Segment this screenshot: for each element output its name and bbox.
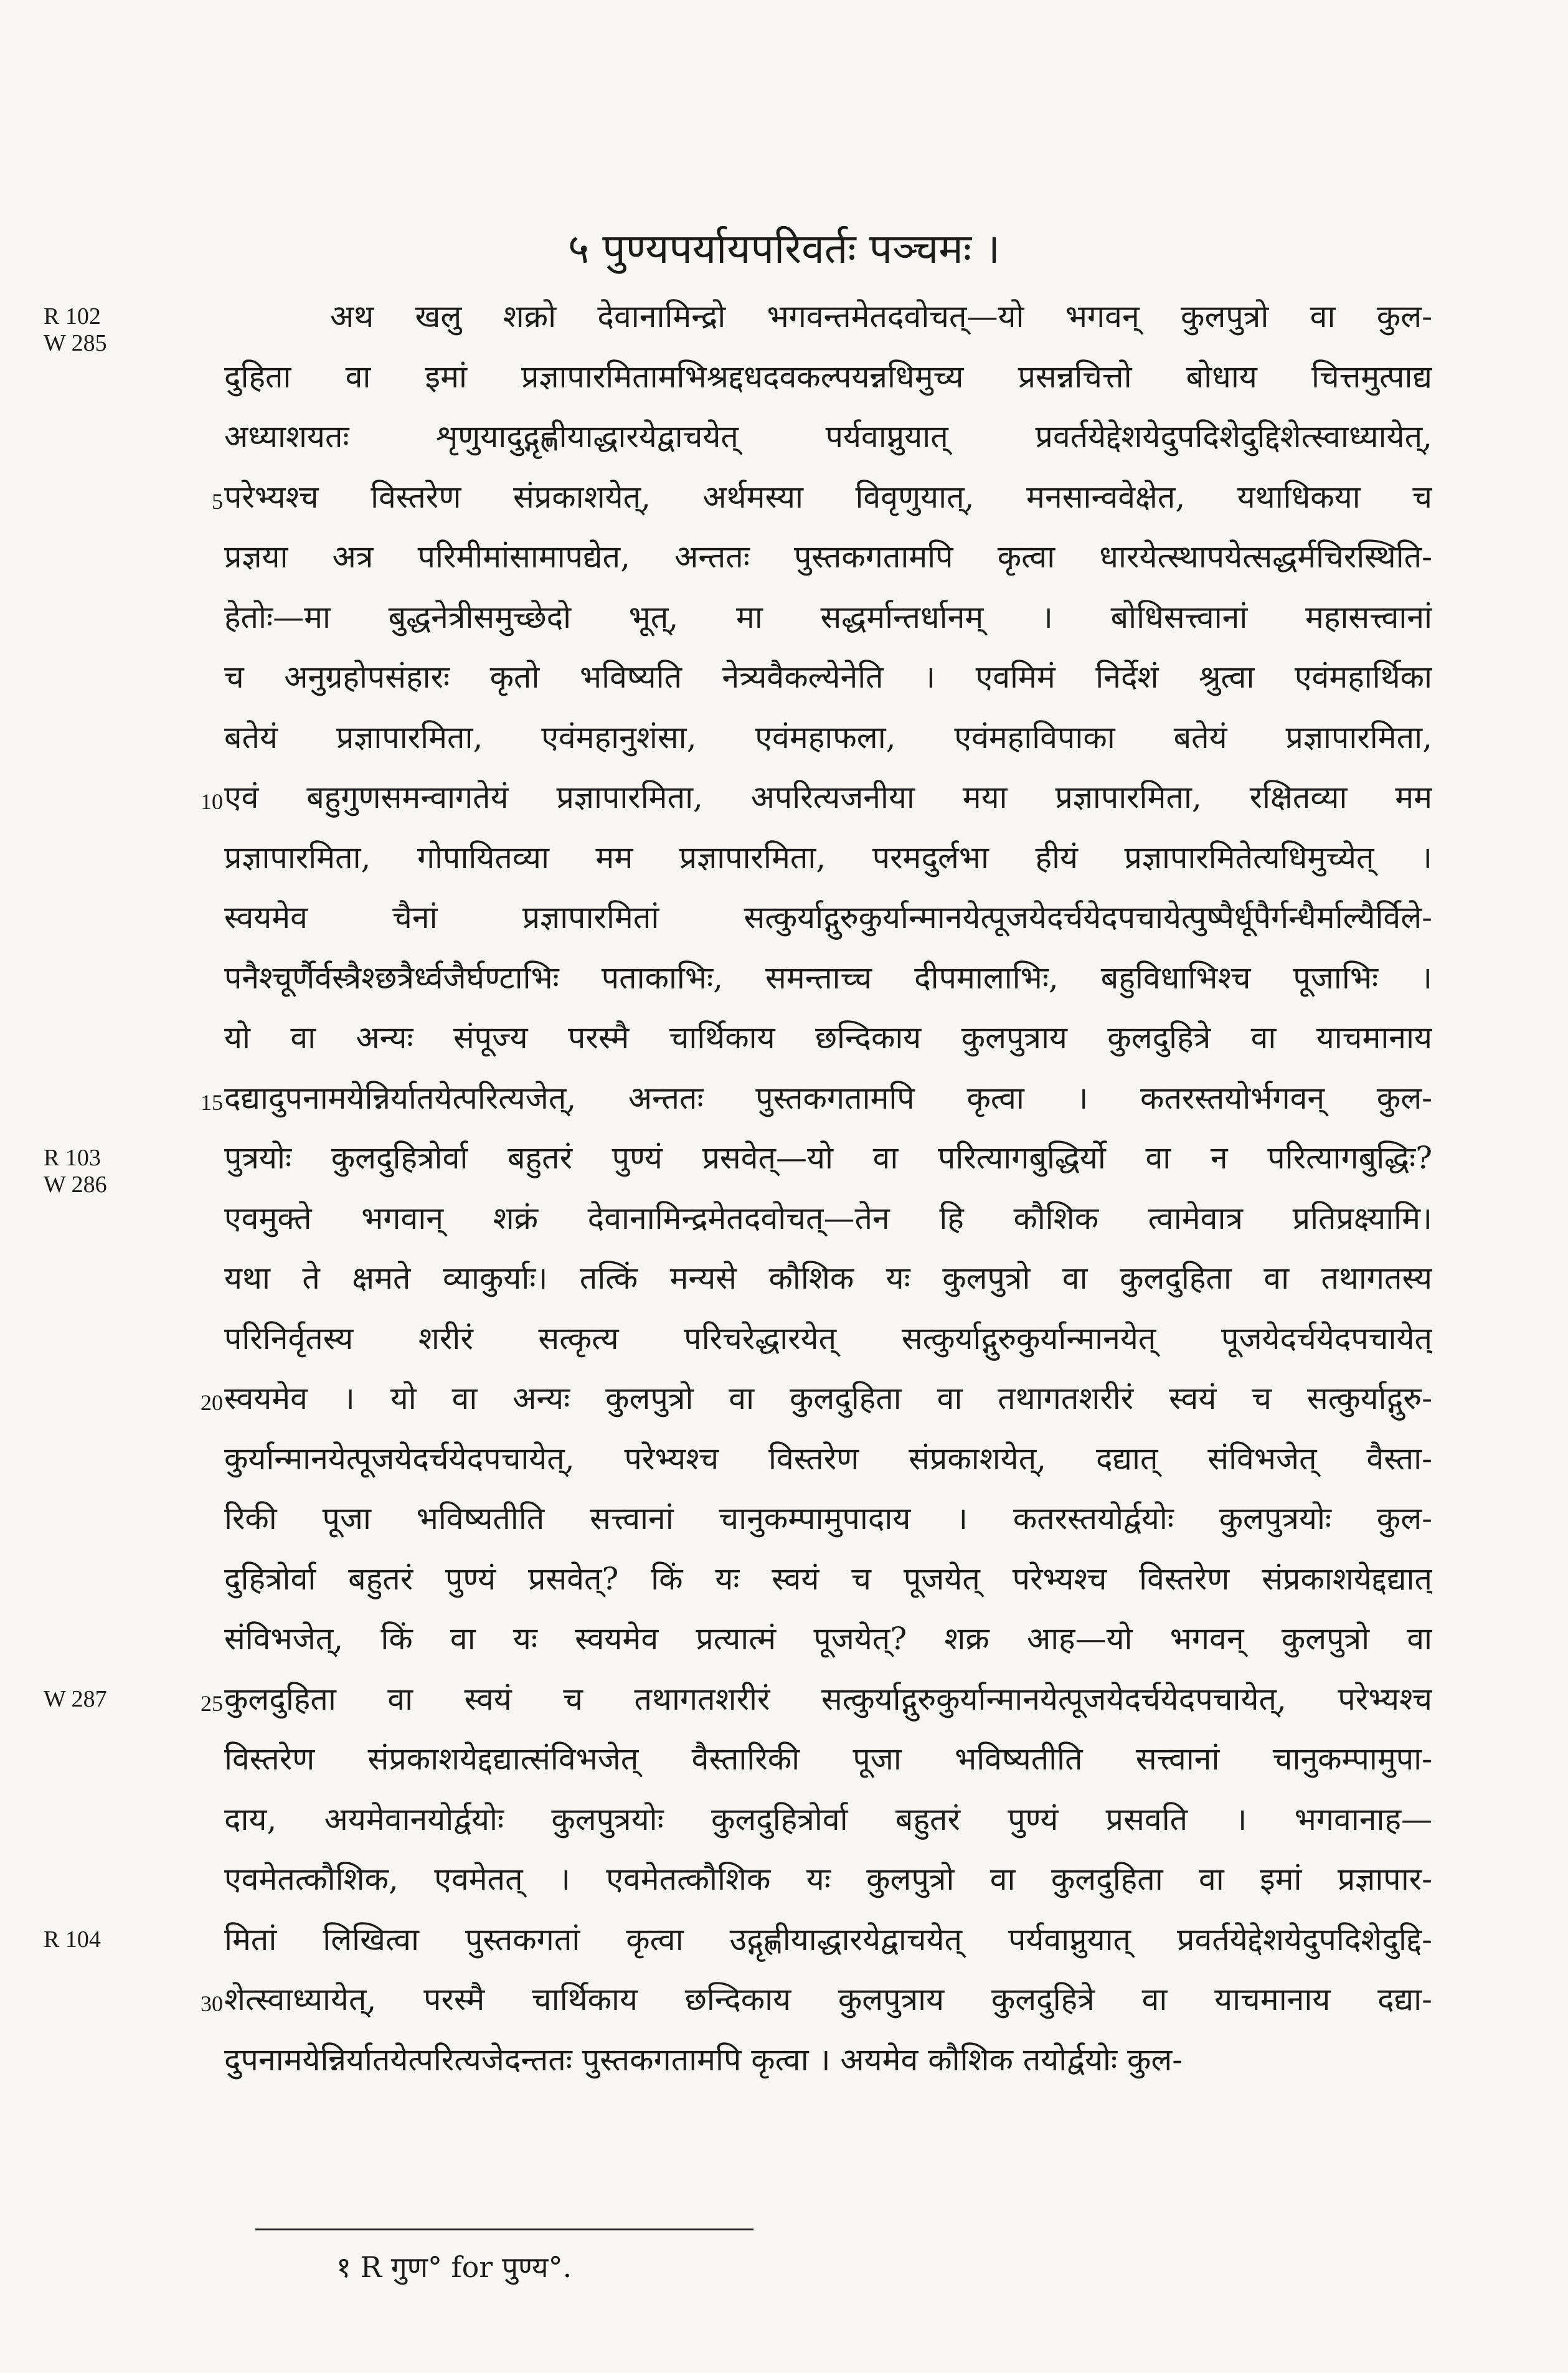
line-number: 15 bbox=[201, 1089, 223, 1115]
text-line: कुलदुहिता वा स्वयं च तथागतशरीरं सत्कुर्याद्गुरुकुर्यान्मानयेत्पूजयेदर्चयेदपचायेत्, परेभ्यश्च bbox=[224, 1680, 1432, 1717]
chapter-title: ५ पुण्यपर्यायपरिवर्तः पञ्चमः । bbox=[567, 225, 1001, 273]
margin-reference: R 104 bbox=[44, 1926, 101, 1953]
margin-reference: W 287 bbox=[44, 1685, 107, 1712]
margin-reference: W 286 bbox=[44, 1172, 107, 1198]
line-number: 20 bbox=[201, 1390, 223, 1415]
text-line: रिकी पूजा भविष्यतीति सत्त्वानां चानुकम्पामुपादाय । कतरस्तयोर्द्वयोः कुलपुत्रयोः कुल- bbox=[224, 1500, 1432, 1537]
text-line: अध्याशयतः शृणुयादुद्गृह्णीयाद्धारयेद्वाचयेत् पर्यवाप्नुयात् प्रवर्तयेद्देशयेदुपदिशेदुद्दिशेत्स्वाध्यायेत्, bbox=[224, 419, 1432, 455]
text-line: स्वयमेव । यो वा अन्यः कुलपुत्रो वा कुलदुहिता वा तथागतशरीरं स्वयं च सत्कुर्याद्गुरु- bbox=[224, 1380, 1432, 1416]
text-line: पुत्रयोः कुलदुहित्रोर्वा बहुतरं पुण्यं प्रसवेत्—यो वा परित्यागबुद्धिर्यो वा न परित्यागबुद्धिः? bbox=[224, 1140, 1432, 1176]
text-line: दद्यादुपनामयेन्निर्यातयेत्परित्यजेत्, अन्ततः पुस्तकगतामपि कृत्वा । कतरस्तयोर्भगवन् कुल- bbox=[224, 1079, 1432, 1116]
line-number: 5 bbox=[212, 488, 223, 514]
footnote-rule bbox=[255, 2229, 753, 2230]
text-line: दुहिता वा इमां प्रज्ञापारमितामभिश्रद्दधदवकल्पयन्नधिमुच्य प्रसन्नचित्तो बोधाय चित्तमुत्पाद्य bbox=[224, 358, 1432, 395]
line-number: 25 bbox=[201, 1690, 223, 1716]
text-line: प्रज्ञापारमिता, गोपायितव्या मम प्रज्ञापारमिता, परमदुर्लभा हीयं प्रज्ञापारमितेत्यधिमुच्येत् । bbox=[224, 839, 1432, 876]
text-line: दुहित्रोर्वा बहुतरं पुण्यं प्रसवेत्? किं यः स्वयं च पूजयेत् परेभ्यश्च विस्तरेण संप्रकाशयेद्दद्यात् bbox=[224, 1560, 1432, 1597]
text-line: एवं बहुगुणसमन्वागतेयं प्रज्ञापारमिता, अपरित्यजनीया मया प्रज्ञापारमिता, रक्षितव्या मम bbox=[224, 779, 1432, 815]
line-number: 30 bbox=[201, 1991, 223, 2016]
margin-reference: R 103 bbox=[44, 1145, 101, 1171]
text-line: शेत्स्वाध्यायेत्, परस्मै चार्थिकाय छन्दिकाय कुलपुत्राय कुलदुहित्रे वा याचमानाय दद्या- bbox=[224, 1981, 1432, 2017]
text-line: यो वा अन्यः संपूज्य परस्मै चार्थिकाय छन्दिकाय कुलपुत्राय कुलदुहित्रे वा याचमानाय bbox=[224, 1020, 1432, 1056]
text-line: परेभ्यश्च विस्तरेण संप्रकाशयेत्, अर्थमस्या विवृणुयात्, मनसान्ववेक्षेत, यथाधिकया च bbox=[224, 478, 1432, 515]
text-line: कुर्यान्मानयेत्पूजयेदर्चयेदपचायेत्, परेभ्यश्च विस्तरेण संप्रकाशयेत्, दद्यात् संविभजेत् वैस्ता- bbox=[224, 1440, 1432, 1477]
text-line: विस्तरेण संप्रकाशयेद्दद्यात्संविभजेत् वैस्तारिकी पूजा भविष्यतीति सत्त्वानां चानुकम्पामुपा- bbox=[224, 1741, 1432, 1777]
text-line: दाय, अयमेवानयोर्द्वयोः कुलपुत्रयोः कुलदुहित्रोर्वा बहुतरं पुण्यं प्रसवति । भगवानाह— bbox=[224, 1801, 1432, 1837]
text-line: दुपनामयेन्निर्यातयेत्परित्यजेदन्ततः पुस्तकगतामपि कृत्वा । अयमेव कौशिक तयोर्द्वयोः कुल- bbox=[224, 2041, 1183, 2078]
text-line: संविभजेत्, किं वा यः स्वयमेव प्रत्यात्मं पूजयेत्? शक्र आह—यो भगवन् कुलपुत्रो वा bbox=[224, 1621, 1432, 1657]
text-line: बतेयं प्रज्ञापारमिता, एवंमहानुशंसा, एवंमहाफला, एवंमहाविपाका बतेयं प्रज्ञापारमिता, bbox=[224, 719, 1432, 755]
margin-reference: W 285 bbox=[44, 330, 107, 357]
text-line: मितां लिखित्वा पुस्तकगतां कृत्वा उद्गृह्णीयाद्धारयेद्वाचयेत् पर्यवाप्नुयात् प्रवर्तयेद्देशयेदुपदिशेदुद्दि- bbox=[224, 1921, 1432, 1958]
text-line: पनैश्चूर्णैर्वस्त्रैश्छत्रैर्ध्वजैर्घण्टाभिः पताकाभिः, समन्ताच्च दीपमालाभिः, बहुविधाभिश्च पूजाभिः । bbox=[224, 959, 1432, 996]
text-line: परिनिर्वृतस्य शरीरं सत्कृत्य परिचरेद्धारयेत् सत्कुर्याद्गुरुकुर्यान्मानयेत् पूजयेदर्चयेदपचायेत् bbox=[224, 1320, 1432, 1357]
footnote: १ R गुण° for पुण्य°. bbox=[336, 2250, 572, 2284]
text-line: प्रज्ञया अत्र परिमीमांसामापद्येत, अन्ततः पुस्तकगतामपि कृत्वा धारयेत्स्थापयेत्सद्धर्मचिरस्थिति- bbox=[224, 539, 1432, 575]
text-line: अथ खलु शक्रो देवानामिन्द्रो भगवन्तमेतदवोचत्—यो भगवन् कुलपुत्रो वा कुल- bbox=[330, 298, 1432, 334]
text-line: स्वयमेव चैनां प्रज्ञापारमितां सत्कुर्याद्गुरुकुर्यान्मानयेत्पूजयेदर्चयेदपचायेत्पुष्पैर्धूपैर्गन्धैर्माल्यैर्विले- bbox=[224, 899, 1432, 935]
line-number: 10 bbox=[201, 789, 223, 814]
text-line: यथा ते क्षमते व्याकुर्याः। तत्किं मन्यसे कौशिक यः कुलपुत्रो वा कुलदुहिता वा तथागतस्य bbox=[224, 1260, 1432, 1296]
text-line: च अनुग्रहोपसंहारः कृतो भविष्यति नेत्र्यवैकल्येनेति । एवमिमं निर्देशं श्रुत्वा एवंमहार्थिका bbox=[224, 659, 1432, 695]
text-line: एवमुक्ते भगवान् शक्रं देवानामिन्द्रमेतदवोचत्—तेन हि कौशिक त्वामेवात्र प्रतिप्रक्ष्यामि। bbox=[224, 1200, 1432, 1236]
text-line: एवमेतत्कौशिक, एवमेतत् । एवमेतत्कौशिक यः कुलपुत्रो वा कुलदुहिता वा इमां प्रज्ञापार- bbox=[224, 1861, 1432, 1897]
text-line: हेतोः—मा बुद्धनेत्रीसमुच्छेदो भूत्, मा सद्धर्मान्तर्धानम् । बोधिसत्त्वानां महासत्त्वानां bbox=[224, 599, 1432, 635]
margin-reference: R 102 bbox=[44, 303, 101, 329]
